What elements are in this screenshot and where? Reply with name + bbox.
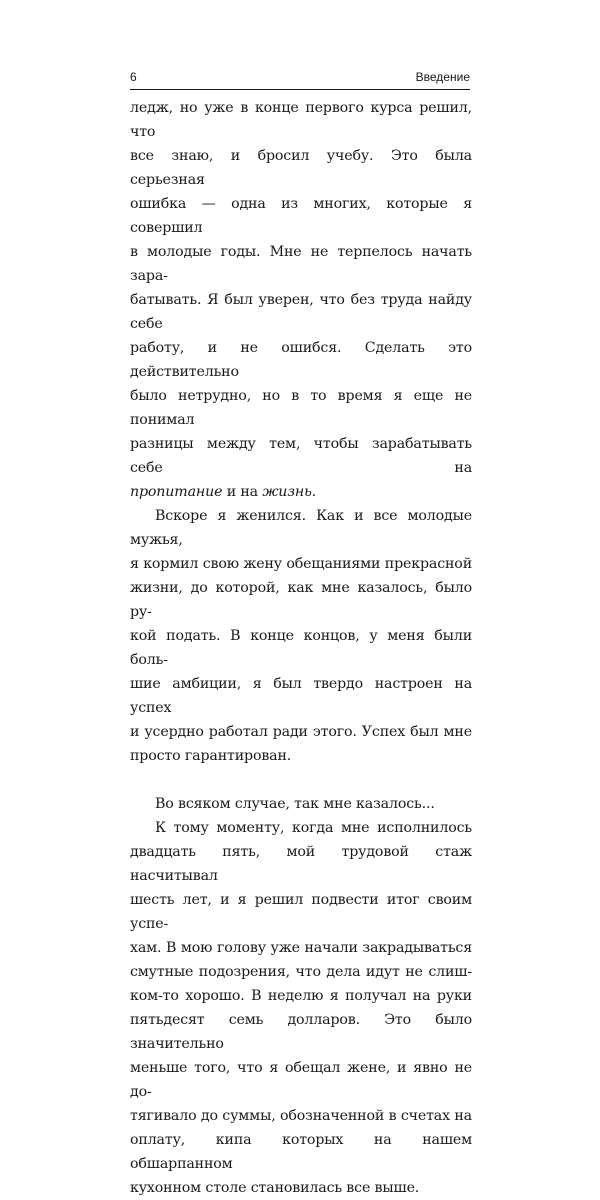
text-fragment: .	[311, 484, 317, 500]
paragraph-4	[130, 816, 472, 1200]
text-line: жизни, до которой, как мне казалось, было ру-	[130, 580, 472, 620]
paragraph-3	[130, 792, 472, 816]
text-line: хам. В мою голову уже начали закрадываться	[130, 940, 472, 956]
header-rule	[130, 89, 470, 90]
text-line: Вскоре я женился. Как и все молодые мужья,	[130, 508, 472, 548]
text-line: все знаю, и бросил учебу. Это была серьезная	[130, 148, 472, 188]
text-line: двадцать пять, мой трудовой стаж насчитывал	[130, 844, 472, 884]
text-fragment: и на	[222, 484, 263, 500]
emphasis-text: жизнь	[262, 484, 312, 500]
text-line: в молодые годы. Мне не терпелось начать зара-	[130, 244, 472, 284]
page-number: 6	[130, 70, 137, 84]
text-line: кой подать. В конце концов, у меня были боль-	[130, 628, 472, 668]
text-line: кухонном столе становилась все выше.	[130, 1180, 420, 1196]
text-line: шесть лет, и я решил подвести итог своим успе-	[130, 892, 472, 932]
text-line: было нетрудно, но в то время я еще не понимал	[130, 388, 472, 428]
paragraph-1	[130, 96, 472, 504]
text-line: К тому моменту, когда мне исполнилось	[155, 820, 472, 836]
text-line: оплату, кипа которых на нашем обшарпанном	[130, 1132, 472, 1172]
text-line: пятьдесят семь долларов. Это было значительно	[130, 1012, 472, 1052]
text-line: смутные подозрения, что дела идут не слиш-	[130, 964, 472, 980]
text-line: ошибка — одна из многих, которые я совершил	[130, 196, 472, 236]
section-title: Введение	[415, 70, 470, 84]
text-line: меньше того, что я обещал жене, и явно не до-	[130, 1060, 472, 1100]
text-line: разницы между тем, чтобы зарабатывать себе на	[130, 436, 472, 476]
text-line: ледж, но уже в конце первого курса решил, что	[130, 100, 472, 140]
text-line: Во всяком случае, так мне казалось...	[155, 796, 435, 812]
text-line: ком-то хорошо. В неделю я получал на руки	[130, 988, 472, 1004]
text-line: батывать. Я был уверен, что без труда найду себе	[130, 292, 472, 332]
emphasis-text: пропитание	[130, 484, 223, 500]
text-line: шие амбиции, я был твердо настроен на успех	[130, 676, 472, 716]
text-line: и усердно работал ради этого. Успех был мне	[130, 724, 472, 740]
text-line: просто гарантирован.	[130, 748, 292, 764]
body-text	[130, 96, 472, 1200]
text-line: работу, и не ошибся. Сделать это действительно	[130, 340, 472, 380]
text-line: тягивало до суммы, обозначенной в счетах на	[130, 1108, 472, 1124]
paragraph-2	[130, 504, 472, 768]
text-line	[130, 480, 472, 504]
text-line: я кормил свою жену обещаниями прекрасной	[130, 556, 472, 572]
